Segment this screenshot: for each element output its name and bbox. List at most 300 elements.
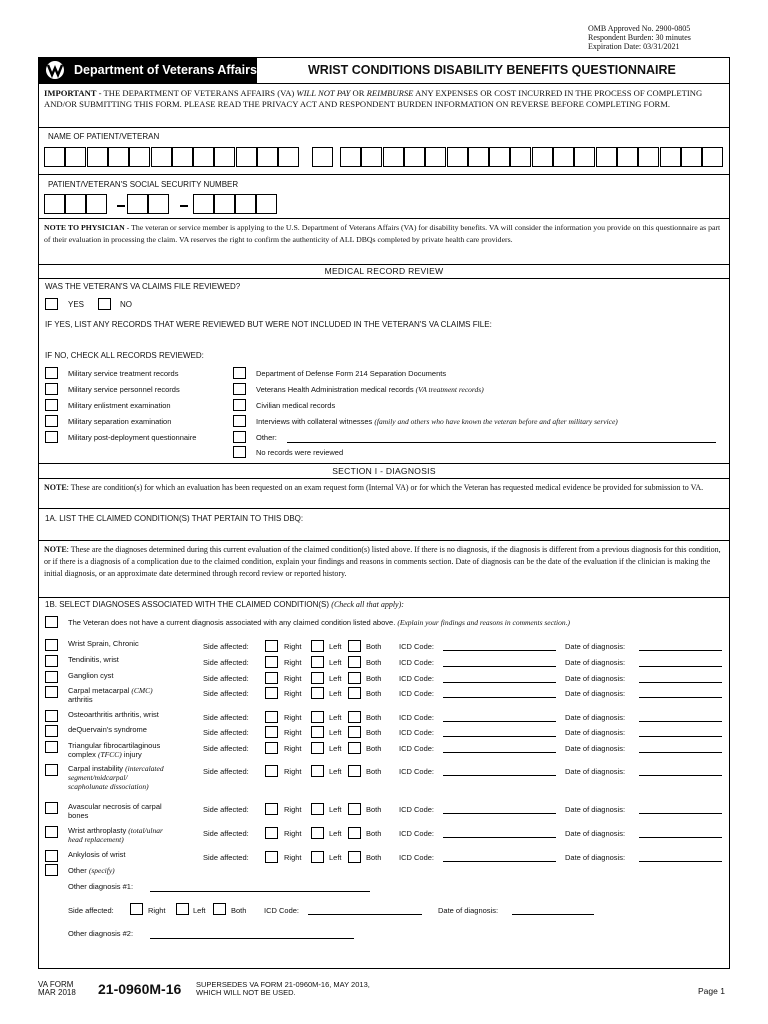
- divider: [38, 478, 730, 479]
- side-affected-label: Side affected:: [203, 853, 249, 862]
- divider: [38, 597, 730, 598]
- left-checkbox[interactable]: [311, 711, 324, 723]
- divider: [38, 218, 730, 219]
- left-label: Left: [329, 713, 342, 722]
- note2-lead: NOTE: [44, 545, 67, 554]
- if-no-label: IF NO, CHECK ALL RECORDS REVIEWED:: [45, 351, 204, 360]
- side-affected-label: Side affected:: [203, 829, 249, 838]
- date-of-diagnosis-label: Date of diagnosis:: [565, 689, 626, 698]
- note1-lead: NOTE: [44, 483, 67, 492]
- other1-icd-label: ICD Code:: [264, 906, 300, 915]
- both-label: Both: [366, 805, 382, 814]
- record-checkbox[interactable]: [45, 431, 58, 443]
- icd-code-label: ICD Code:: [399, 689, 435, 698]
- icd-code-label: ICD Code:: [399, 642, 435, 651]
- diagnosis-checkbox[interactable]: [45, 826, 58, 838]
- diagnosis-label-part: (intercalated: [125, 764, 164, 773]
- left-checkbox[interactable]: [311, 726, 324, 738]
- diagnosis-label: [68, 725, 147, 734]
- interviews-checkbox[interactable]: [233, 415, 246, 427]
- footer-va-form: VA FORM: [38, 980, 74, 989]
- name-char-cell[interactable]: [361, 147, 382, 167]
- icd-code-input[interactable]: [443, 682, 556, 683]
- diagnosis-label: [68, 741, 160, 759]
- important-t3: OR: [350, 88, 367, 98]
- icd-code-label: ICD Code:: [399, 728, 435, 737]
- interviews-italic: (family and others who have known the veteran before and after military service): [374, 417, 618, 426]
- both-checkbox[interactable]: [348, 851, 361, 863]
- name-char-cell[interactable]: [257, 147, 278, 167]
- right-checkbox[interactable]: [265, 656, 278, 668]
- side-affected-label: Side affected:: [203, 744, 249, 753]
- important-t2: WILL NOT PAY: [296, 88, 351, 98]
- diagnosis-checkbox[interactable]: [45, 671, 58, 683]
- other-records-label: Other:: [256, 433, 277, 442]
- diagnosis-label-line: [68, 773, 164, 782]
- date-of-diagnosis-label: Date of diagnosis:: [565, 728, 626, 737]
- diagnosis-label-part: (TFCC): [98, 750, 122, 759]
- date-of-diagnosis-input[interactable]: [639, 736, 722, 737]
- ssn-dash: [117, 205, 125, 207]
- left-label: Left: [329, 689, 342, 698]
- yes-label: YES: [68, 300, 85, 309]
- name-label: NAME OF PATIENT/VETERAN: [48, 132, 160, 141]
- icd-code-input[interactable]: [443, 650, 556, 651]
- name-char-cell[interactable]: [553, 147, 574, 167]
- important-t5: ANY EXPENSES OR COST INCURRED IN THE PROCESS OF COMPLETING AND/OR SUBMITTING THIS FORM. PLEASE READ THE PRIVACY ACT AND RESPONDENT BURDEN INFORMATION ON REVERSE BEFORE COMPLETING FORM.: [44, 88, 703, 109]
- q1a-label: 1A. LIST THE CLAIMED CONDITION(S) THAT PERTAIN TO THIS DBQ:: [45, 514, 304, 523]
- icd-code-input[interactable]: [443, 813, 556, 814]
- other-diagnosis-2-label: Other diagnosis #2:: [68, 929, 134, 938]
- date-of-diagnosis-input[interactable]: [639, 775, 722, 776]
- diagnosis-label-line: [68, 655, 119, 664]
- date-of-diagnosis-label: Date of diagnosis:: [565, 713, 626, 722]
- name-char-cell[interactable]: [278, 147, 299, 167]
- right-label: Right: [284, 805, 302, 814]
- note-diagnoses: [44, 544, 724, 580]
- right-label: Right: [284, 713, 302, 722]
- right-checkbox[interactable]: [265, 726, 278, 738]
- name-char-cell[interactable]: [214, 147, 235, 167]
- diagnosis-label-line: [68, 671, 113, 680]
- right-label: Right: [284, 744, 302, 753]
- icd-code-label: ICD Code:: [399, 674, 435, 683]
- other1-both-checkbox[interactable]: [213, 903, 226, 915]
- side-affected-label: Side affected:: [203, 674, 249, 683]
- note-physician-lead: NOTE TO PHYSICIAN: [44, 223, 125, 232]
- other1-left-label: Left: [193, 906, 206, 915]
- both-checkbox[interactable]: [348, 687, 361, 699]
- other1-date-input[interactable]: [512, 914, 594, 915]
- diagnosis-label: [68, 764, 164, 791]
- other1-left-checkbox[interactable]: [176, 903, 189, 915]
- right-checkbox[interactable]: [265, 803, 278, 815]
- both-checkbox[interactable]: [348, 827, 361, 839]
- omb-block: [588, 24, 691, 51]
- diagnosis-label-part: Osteoarthritis arthritis, wrist: [68, 710, 159, 719]
- other1-date-label: Date of diagnosis:: [438, 906, 499, 915]
- both-label: Both: [366, 744, 382, 753]
- diagnosis-label-part: (CMC): [131, 686, 153, 695]
- both-checkbox[interactable]: [348, 742, 361, 754]
- note-conditions: [44, 482, 724, 494]
- diagnosis-label: [68, 802, 162, 820]
- diagnosis-label-line: [68, 835, 163, 844]
- diagnosis-label-line: [68, 750, 160, 759]
- important-notice: [44, 88, 724, 110]
- other1-right-label: Right: [148, 906, 166, 915]
- left-checkbox[interactable]: [311, 640, 324, 652]
- both-checkbox[interactable]: [348, 640, 361, 652]
- note1-text: : These are condition(s) for which an evaluation has been requested on an exam request form (Internal VA) or for which the Veteran has requested medical evidence be provided for submission to VA.: [66, 483, 704, 492]
- left-label: Left: [329, 642, 342, 651]
- divider: [38, 540, 730, 541]
- form-title: WRIST CONDITIONS DISABILITY BENEFITS QUESTIONNAIRE: [308, 63, 676, 77]
- supersedes-line1: SUPERSEDES VA FORM 21-0960M-16, MAY 2013,: [196, 980, 370, 989]
- right-checkbox[interactable]: [265, 827, 278, 839]
- diagnosis-label-line: [68, 802, 162, 811]
- side-affected-label: Side affected:: [203, 642, 249, 651]
- other-italic: (specify): [88, 866, 115, 875]
- date-of-diagnosis-label: Date of diagnosis:: [565, 744, 626, 753]
- note-physician-text: - The veteran or service member is applying to the U.S. Department of Veterans Affairs (VA) for disability benefits. VA will consider the information you provide on this questionnaire as part of their evaluation in processing the claim. VA reserves the right to confirm the authenticity of ALL DBQs completed by private health care providers.: [44, 223, 721, 244]
- name-char-cell[interactable]: [468, 147, 489, 167]
- name-char-cell[interactable]: [596, 147, 617, 167]
- both-label: Both: [366, 829, 382, 838]
- diagnosis-label-line: [68, 686, 153, 695]
- diagnosis-label-line: [68, 695, 153, 704]
- name-char-cell[interactable]: [532, 147, 553, 167]
- ssn-digit-cell[interactable]: [256, 194, 277, 214]
- icd-code-input[interactable]: [443, 697, 556, 698]
- other1-right-checkbox[interactable]: [130, 903, 143, 915]
- date-of-diagnosis-input[interactable]: [639, 650, 722, 651]
- diagnosis-checkbox[interactable]: [45, 686, 58, 698]
- divider: [38, 463, 730, 464]
- diagnosis-label: [68, 671, 113, 680]
- icd-code-label: ICD Code:: [399, 829, 435, 838]
- both-checkbox[interactable]: [348, 711, 361, 723]
- no-diagnosis-italic: (Explain your findings and reasons in comments section.): [397, 618, 570, 627]
- record-checkbox[interactable]: [45, 367, 58, 379]
- other-records-checkbox[interactable]: [233, 431, 246, 443]
- right-label: Right: [284, 829, 302, 838]
- name-char-cell[interactable]: [172, 147, 193, 167]
- left-checkbox[interactable]: [311, 765, 324, 777]
- diagnosis-label: [68, 686, 153, 704]
- left-label: Left: [329, 728, 342, 737]
- diagnosis-label-part: Carpal metacarpal: [68, 686, 132, 695]
- name-char-cell[interactable]: [617, 147, 638, 167]
- name-char-cell[interactable]: [425, 147, 446, 167]
- diagnosis-label-part: Tendinitis, wrist: [68, 655, 119, 664]
- right-checkbox[interactable]: [265, 851, 278, 863]
- diagnosis-label: [68, 655, 119, 664]
- no-label: NO: [120, 300, 132, 309]
- icd-code-label: ICD Code:: [399, 713, 435, 722]
- name-char-cell[interactable]: [702, 147, 723, 167]
- ssn-label: PATIENT/VETERAN'S SOCIAL SECURITY NUMBER: [48, 180, 239, 189]
- both-checkbox[interactable]: [348, 726, 361, 738]
- divider: [38, 174, 730, 175]
- left-checkbox[interactable]: [311, 687, 324, 699]
- name-char-cell[interactable]: [129, 147, 150, 167]
- other-diagnosis-1-input[interactable]: [150, 891, 370, 892]
- diagnosis-checkbox[interactable]: [45, 655, 58, 667]
- date-of-diagnosis-input[interactable]: [639, 682, 722, 683]
- icd-code-input[interactable]: [443, 837, 556, 838]
- record-label: Military separation examination: [68, 417, 172, 426]
- both-checkbox[interactable]: [348, 672, 361, 684]
- diagnosis-checkbox[interactable]: [45, 802, 58, 814]
- diagnosis-label-line: [68, 811, 162, 820]
- divider: [38, 508, 730, 509]
- diagnosis-label: [68, 826, 163, 844]
- ssn-digit-cell[interactable]: [193, 194, 214, 214]
- left-label: Left: [329, 674, 342, 683]
- both-label: Both: [366, 728, 382, 737]
- date-of-diagnosis-input[interactable]: [639, 721, 722, 722]
- left-checkbox[interactable]: [311, 851, 324, 863]
- other1-both-label: Both: [231, 906, 247, 915]
- both-label: Both: [366, 853, 382, 862]
- both-label: Both: [366, 674, 382, 683]
- side-affected-label: Side affected:: [203, 713, 249, 722]
- both-checkbox[interactable]: [348, 803, 361, 815]
- date-of-diagnosis-label: Date of diagnosis:: [565, 642, 626, 651]
- ssn-digit-cell[interactable]: [235, 194, 256, 214]
- name-char-cell[interactable]: [681, 147, 702, 167]
- date-of-diagnosis-input[interactable]: [639, 697, 722, 698]
- vha-records-italic: (VA treatment records): [415, 385, 484, 394]
- dd214-checkbox[interactable]: [233, 367, 246, 379]
- record-checkbox[interactable]: [45, 383, 58, 395]
- name-char-cell[interactable]: [108, 147, 129, 167]
- footer-form-id: [38, 981, 76, 997]
- no-checkbox[interactable]: [98, 298, 111, 310]
- icd-code-label: ICD Code:: [399, 744, 435, 753]
- right-checkbox[interactable]: [265, 765, 278, 777]
- diagnosis-checkbox[interactable]: [45, 764, 58, 776]
- footer-date: MAR 2018: [38, 988, 76, 997]
- left-checkbox[interactable]: [311, 742, 324, 754]
- name-char-cell[interactable]: [447, 147, 468, 167]
- name-char-cell[interactable]: [638, 147, 659, 167]
- name-char-cell[interactable]: [383, 147, 404, 167]
- right-label: Right: [284, 728, 302, 737]
- left-checkbox[interactable]: [311, 672, 324, 684]
- date-of-diagnosis-input[interactable]: [639, 837, 722, 838]
- other-diagnosis-2-input[interactable]: [150, 938, 354, 939]
- supersedes-note: [196, 981, 370, 997]
- date-of-diagnosis-input[interactable]: [639, 752, 722, 753]
- left-checkbox[interactable]: [311, 803, 324, 815]
- icd-code-input[interactable]: [443, 861, 556, 862]
- icd-code-input[interactable]: [443, 752, 556, 753]
- q1b-label: [45, 600, 404, 609]
- important-t1: - THE DEPARTMENT OF VETERANS AFFAIRS (VA): [96, 88, 297, 98]
- ssn-digit-cell[interactable]: [44, 194, 65, 214]
- civilian-records-checkbox[interactable]: [233, 399, 246, 411]
- interviews-label: [256, 417, 618, 426]
- date-of-diagnosis-label: Date of diagnosis:: [565, 658, 626, 667]
- diagnosis-label: [68, 710, 159, 719]
- name-char-cell[interactable]: [574, 147, 595, 167]
- diagnosis-label-part: head replacement): [68, 835, 124, 844]
- name-char-cell[interactable]: [340, 147, 361, 167]
- right-label: Right: [284, 658, 302, 667]
- side-affected-label: Side affected:: [203, 728, 249, 737]
- right-checkbox[interactable]: [265, 742, 278, 754]
- date-of-diagnosis-label: Date of diagnosis:: [565, 805, 626, 814]
- icd-code-input[interactable]: [443, 721, 556, 722]
- name-char-cell[interactable]: [151, 147, 172, 167]
- divider: [38, 264, 730, 265]
- side-affected-label: Side affected:: [203, 805, 249, 814]
- diagnosis-label-line: [68, 826, 163, 835]
- record-checkbox[interactable]: [45, 415, 58, 427]
- diagnosis-label-part: segment/midcarpal/: [68, 773, 128, 782]
- if-yes-label: IF YES, LIST ANY RECORDS THAT WERE REVIEWED BUT WERE NOT INCLUDED IN THE VETERAN'S VA CLAIMS FILE:: [45, 320, 492, 329]
- note2-text: : These are the diagnoses determined during this current evaluation of the claimed condition(s) listed above. If there is no diagnosis, if the diagnosis is different from a previous diagnosis for this condition, or if there is a diagnosis of a complication due to the claimed condition, explain your findings and reasons in comments section. Date of diagnosis can be the date of the evaluation if the clinician is making the initial diagnosis, or an approximate date determined through record review or reported history.: [44, 545, 721, 578]
- diagnosis-label-line: [68, 850, 126, 859]
- respondent-burden: Respondent Burden: 30 minutes: [588, 33, 691, 42]
- record-checkbox[interactable]: [45, 399, 58, 411]
- name-char-cell[interactable]: [87, 147, 108, 167]
- left-checkbox[interactable]: [311, 656, 324, 668]
- side-affected-label: Side affected:: [203, 767, 249, 776]
- right-checkbox[interactable]: [265, 672, 278, 684]
- record-label: Military enlistment examination: [68, 401, 171, 410]
- diagnosis-label-part: Avascular necrosis of carpal: [68, 802, 162, 811]
- date-of-diagnosis-input[interactable]: [639, 813, 722, 814]
- other-diagnosis-checkbox[interactable]: [45, 864, 58, 876]
- name-char-cell[interactable]: [404, 147, 425, 167]
- dd214-label: Department of Defense Form 214 Separation Documents: [256, 369, 447, 378]
- name-char-cell[interactable]: [193, 147, 214, 167]
- diagnosis-label-line: [68, 639, 139, 648]
- diagnosis-label: [68, 850, 126, 859]
- diagnosis-label-line: [68, 764, 164, 773]
- right-checkbox[interactable]: [265, 640, 278, 652]
- diagnosis-label-part: Ganglion cyst: [68, 671, 114, 680]
- diagnosis-label-part: Wrist arthroplasty: [68, 826, 129, 835]
- date-of-diagnosis-label: Date of diagnosis:: [565, 767, 626, 776]
- name-char-cell[interactable]: [489, 147, 510, 167]
- diagnosis-label-part: injury: [121, 750, 142, 759]
- diagnosis-label-part: scapholunate dissociation): [68, 782, 149, 791]
- date-of-diagnosis-label: Date of diagnosis:: [565, 674, 626, 683]
- ssn-digit-cell[interactable]: [214, 194, 235, 214]
- name-char-cell[interactable]: [312, 147, 333, 167]
- side-affected-label: Side affected:: [203, 689, 249, 698]
- diagnosis-label: [68, 639, 139, 648]
- form-number: 21-0960M-16: [98, 981, 182, 997]
- supersedes-line2: WHICH WILL NOT BE USED.: [196, 988, 296, 997]
- diagnosis-label-part: Wrist Sprain, Chronic: [68, 639, 139, 648]
- diagnosis-label-part: Ankylosis of wrist: [68, 850, 126, 859]
- expiration-date: Expiration Date: 03/31/2021: [588, 42, 680, 51]
- divider: [38, 127, 730, 128]
- both-checkbox[interactable]: [348, 765, 361, 777]
- mrr-title: MEDICAL RECORD REVIEW: [324, 266, 444, 276]
- date-of-diagnosis-input[interactable]: [639, 861, 722, 862]
- right-checkbox[interactable]: [265, 711, 278, 723]
- vha-records-checkbox[interactable]: [233, 383, 246, 395]
- left-label: Left: [329, 767, 342, 776]
- divider: [38, 278, 730, 279]
- diagnosis-label-part: complex: [68, 750, 99, 759]
- diagnosis-label-part: bones: [68, 811, 89, 820]
- date-of-diagnosis-label: Date of diagnosis:: [565, 829, 626, 838]
- left-label: Left: [329, 744, 342, 753]
- right-checkbox[interactable]: [265, 687, 278, 699]
- diagnosis-label-line: [68, 782, 164, 791]
- ssn-digit-cell[interactable]: [86, 194, 107, 214]
- left-checkbox[interactable]: [311, 827, 324, 839]
- both-label: Both: [366, 713, 382, 722]
- important-lead: IMPORTANT: [44, 88, 97, 98]
- diagnosis-label-part: Triangular fibrocartilaginous: [68, 741, 161, 750]
- right-label: Right: [284, 689, 302, 698]
- diagnosis-label-part: (total/ulnar: [128, 826, 163, 835]
- ssn-digit-cell[interactable]: [65, 194, 86, 214]
- vha-records-text: Veterans Health Administration medical records: [256, 385, 416, 394]
- diagnosis-label-part: deQuervain's syndrome: [68, 725, 147, 734]
- name-char-cell[interactable]: [660, 147, 681, 167]
- date-of-diagnosis-input[interactable]: [639, 666, 722, 667]
- diagnosis-label-part: Carpal instability: [68, 764, 126, 773]
- no-diagnosis-checkbox[interactable]: [45, 616, 58, 628]
- other-records-input[interactable]: [287, 442, 716, 443]
- icd-code-input[interactable]: [443, 666, 556, 667]
- ssn-digit-cell[interactable]: [127, 194, 148, 214]
- name-char-cell[interactable]: [236, 147, 257, 167]
- va-logo-icon: [42, 60, 68, 80]
- diagnosis-checkbox[interactable]: [45, 741, 58, 753]
- name-char-cell[interactable]: [65, 147, 86, 167]
- other-text: Other: [68, 866, 89, 875]
- no-records-checkbox[interactable]: [233, 446, 246, 458]
- other1-icd-input[interactable]: [308, 914, 422, 915]
- right-label: Right: [284, 674, 302, 683]
- name-char-cell[interactable]: [510, 147, 531, 167]
- name-char-cell[interactable]: [44, 147, 65, 167]
- agency-name: Department of Veterans Affairs: [74, 63, 257, 77]
- diagnosis-checkbox[interactable]: [45, 725, 58, 737]
- diagnosis-checkbox[interactable]: [45, 850, 58, 862]
- left-label: Left: [329, 853, 342, 862]
- both-label: Both: [366, 642, 382, 651]
- important-t4: REIMBURSE: [366, 88, 414, 98]
- diagnosis-checkbox[interactable]: [45, 639, 58, 651]
- ssn-digit-cell[interactable]: [148, 194, 169, 214]
- icd-code-label: ICD Code:: [399, 767, 435, 776]
- yes-checkbox[interactable]: [45, 298, 58, 310]
- record-label: Military service personnel records: [68, 385, 180, 394]
- left-label: Left: [329, 805, 342, 814]
- icd-code-input[interactable]: [443, 775, 556, 776]
- diagnosis-checkbox[interactable]: [45, 710, 58, 722]
- vha-records-label: [256, 385, 484, 394]
- both-checkbox[interactable]: [348, 656, 361, 668]
- no-records-label: No records were reviewed: [256, 448, 344, 457]
- no-diagnosis-text: The Veteran does not have a current diagnosis associated with any claimed condition listed above.: [68, 618, 398, 627]
- icd-code-input[interactable]: [443, 736, 556, 737]
- diagnosis-label-line: [68, 710, 159, 719]
- left-label: Left: [329, 658, 342, 667]
- right-label: Right: [284, 642, 302, 651]
